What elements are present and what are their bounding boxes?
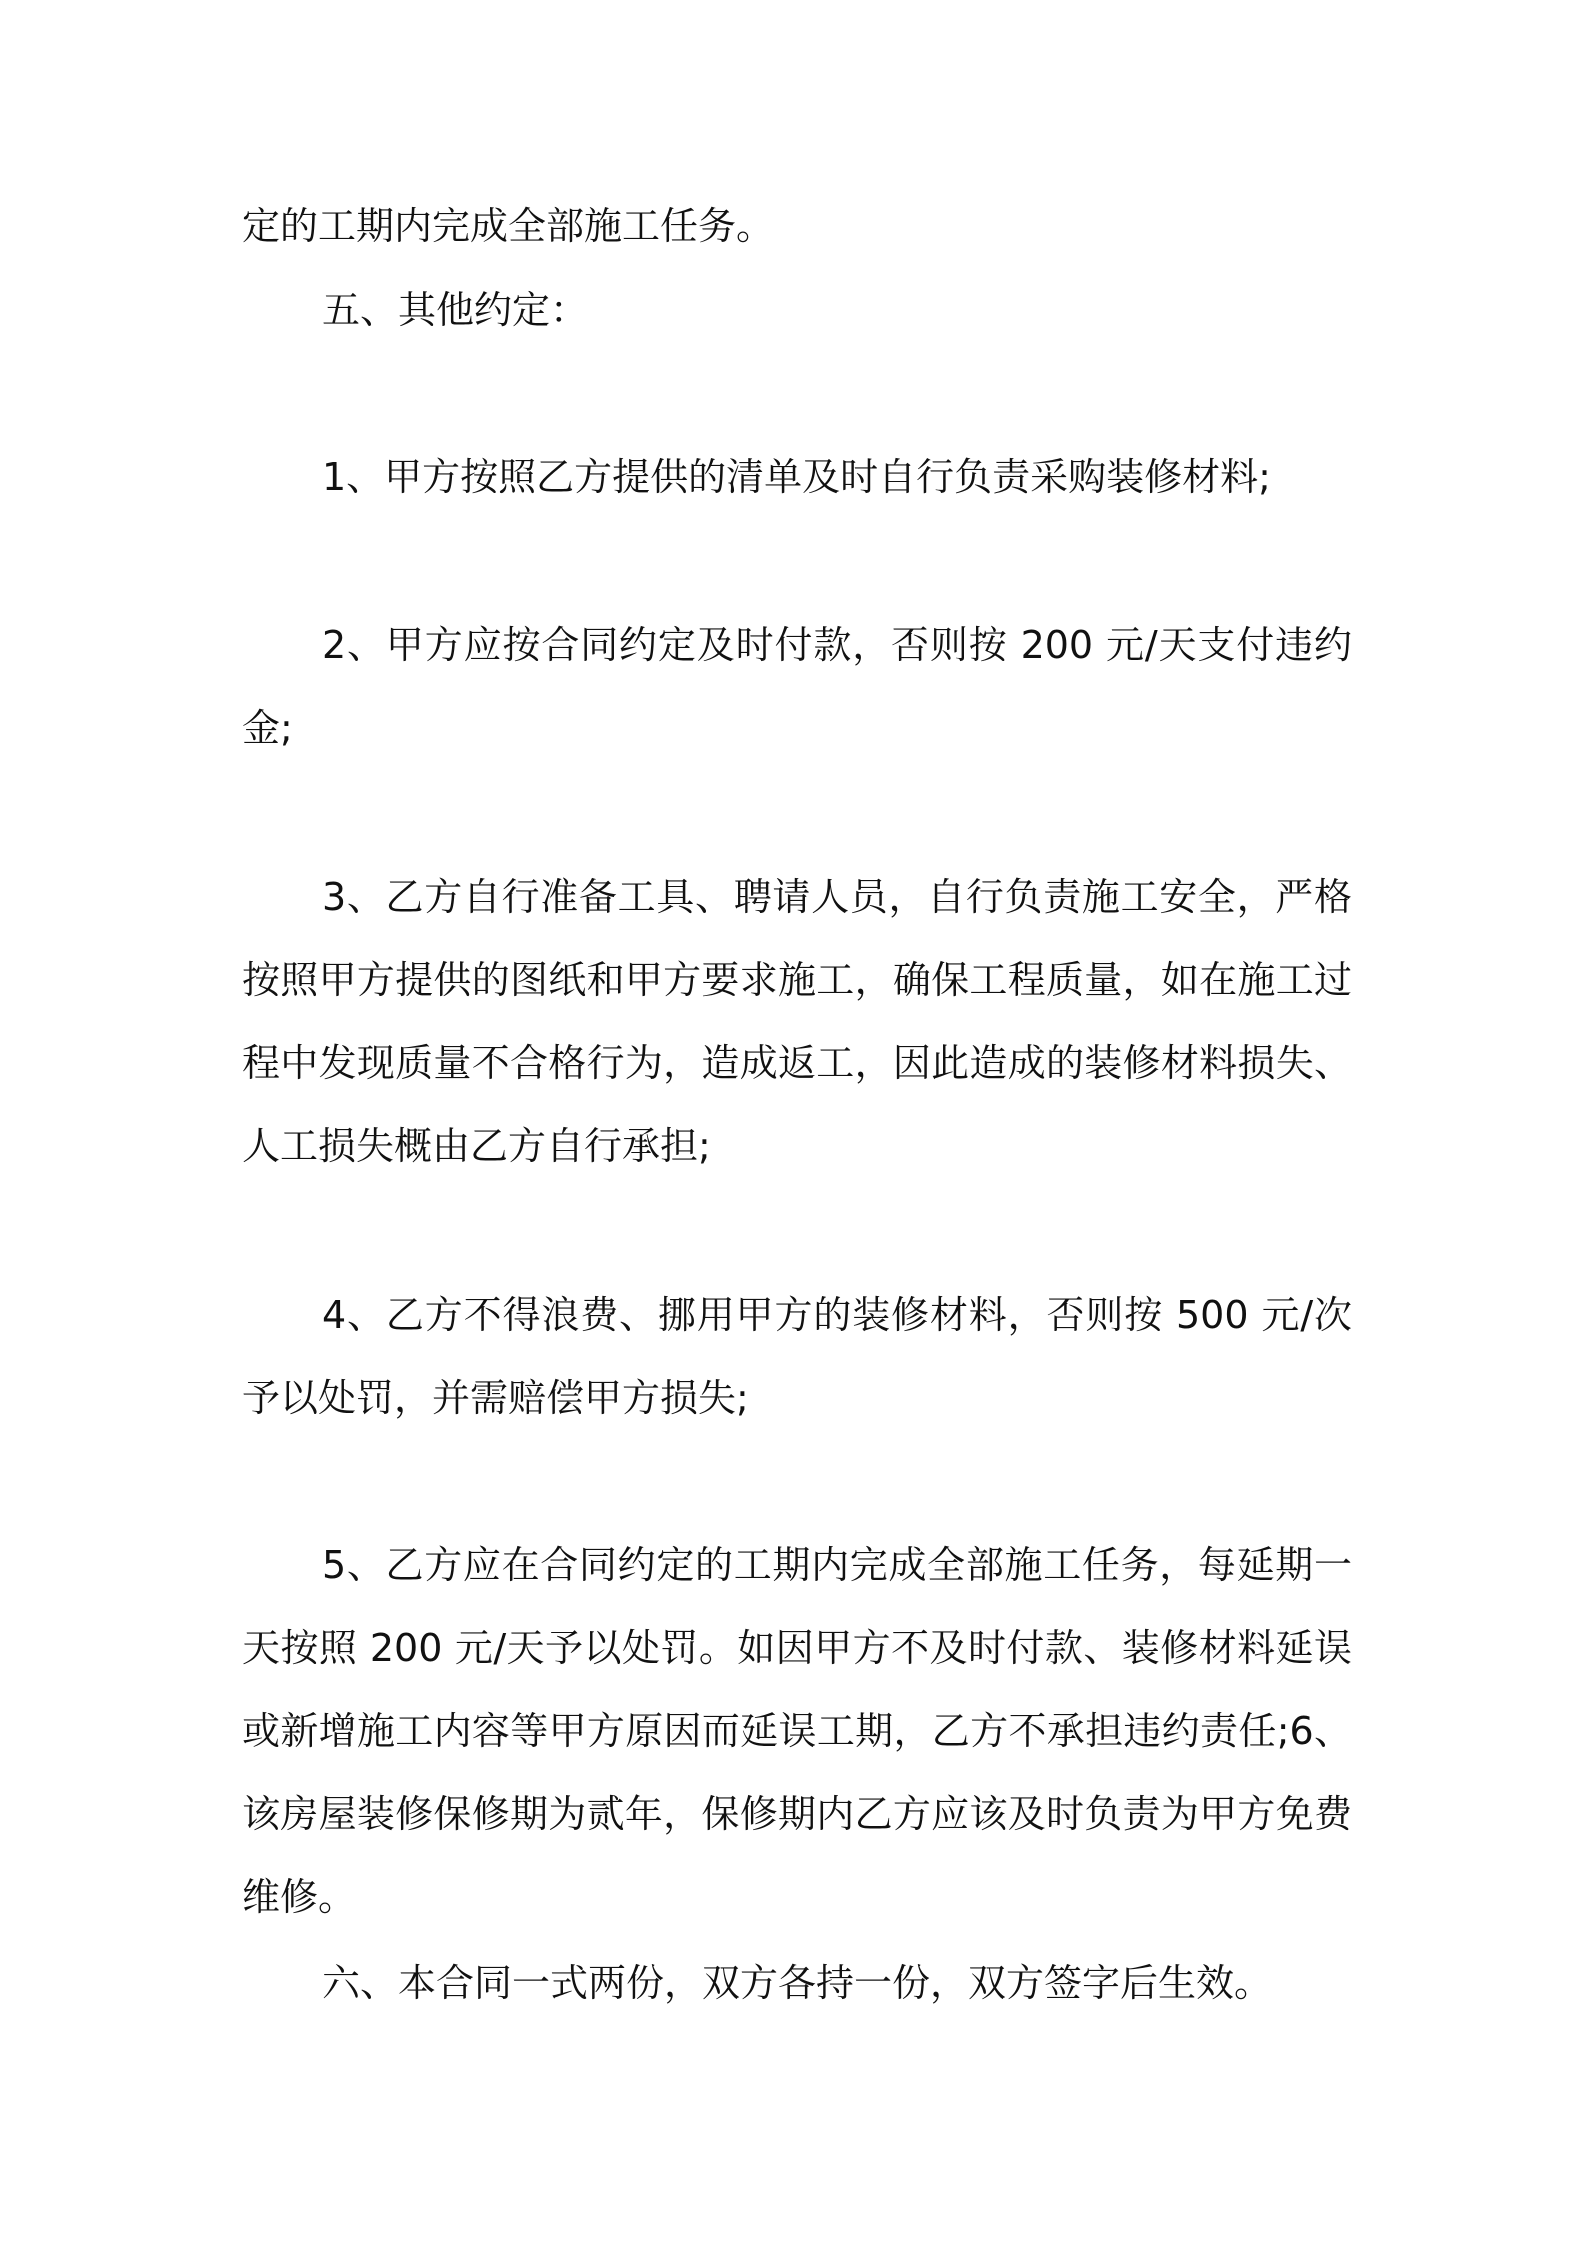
clause-1: 1、甲方按照乙方提供的清单及时自行负责采购装修材料; — [322, 455, 1271, 499]
clause-2: 2、甲方应按合同约定及时付款，否则按 200 元/天支付违约金; — [242, 623, 1352, 750]
section-heading-other-terms: 五、其他约定： — [322, 288, 589, 332]
clause-5-and-6: 5、乙方应在合同约定的工期内完成全部施工任务，每延期一天按照 200 元/天予以处罚。如因甲方不及时付款、装修材料延误或新增施工内容等甲方原因而延误工期，乙方不承担违约责任;6、该房屋装修保修期为贰年，保修期内乙方应该及时负责为甲方免费维修。 — [242, 1543, 1352, 1919]
paragraph-continuation: 定的工期内完成全部施工任务。 — [242, 204, 775, 248]
clause-3: 3、乙方自行准备工具、聘请人员，自行负责施工安全，严格按照甲方提供的图纸和甲方要求施工，确保工程质量，如在施工过程中发现质量不合格行为，造成返工，因此造成的装修材料损失、人工损失概由乙方自行承担; — [242, 875, 1352, 1168]
clause-4: 4、乙方不得浪费、挪用甲方的装修材料，否则按 500 元/次予以处罚，并需赔偿甲方损失; — [242, 1293, 1352, 1420]
section-six-copies: 六、本合同一式两份，双方各持一份，双方签字后生效。 — [322, 1961, 1273, 2005]
